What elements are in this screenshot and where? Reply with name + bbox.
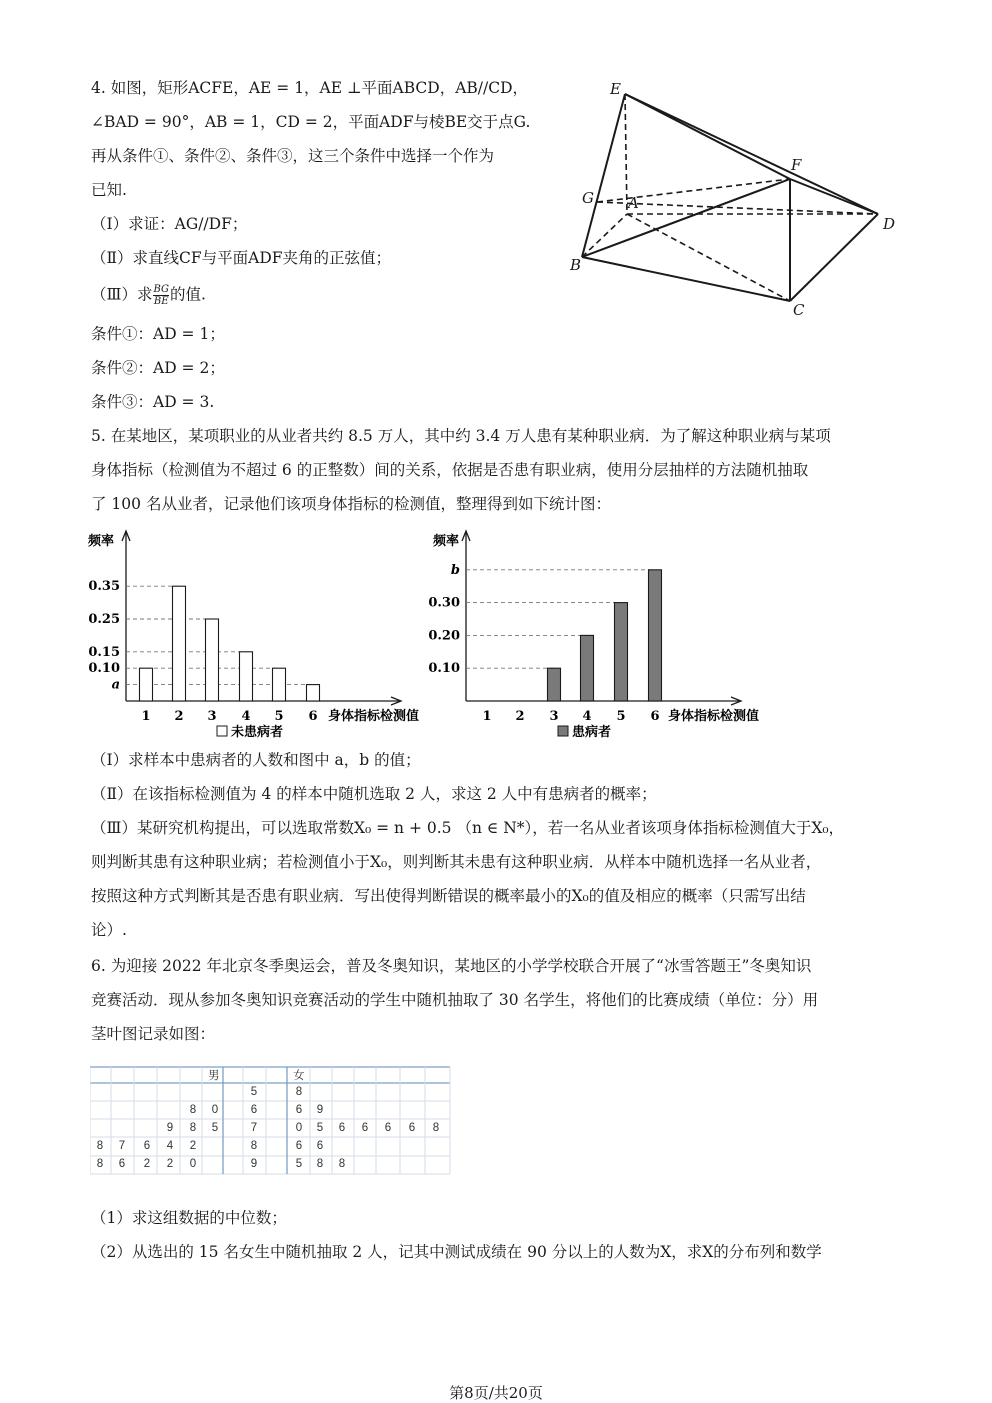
chart1-ytick-label: a: [111, 677, 120, 693]
chart1-xlabel: 身体指标检测值: [328, 709, 420, 724]
stem-leaf-female: 6: [295, 1140, 303, 1152]
chart2-xtick-label: 3: [549, 709, 559, 724]
q4-cond1: 条件①：AD = 1；: [91, 325, 225, 343]
q4-part3-fraction: [153, 284, 169, 307]
chart1-xtick-label: 2: [174, 709, 184, 724]
chart2-ytick-label: 0.30: [428, 595, 460, 611]
q5-part1: （Ⅰ）求样本中患病者的人数和图中 a，b 的值；: [91, 751, 421, 769]
stem-leaf-male: 2: [143, 1158, 151, 1170]
stem-leaf-female: 6: [338, 1122, 346, 1134]
vertex-label-d: D: [883, 215, 896, 233]
chart1-ytick-label: 0.10: [88, 661, 120, 677]
chart1-bar: [206, 619, 219, 701]
chart2-bar: [548, 668, 561, 701]
chart1-xtick-label: 6: [308, 709, 318, 724]
chart2-legend: [558, 724, 611, 740]
q5-line2: 身体指标（检测值为不超过 6 的正整数）间的关系，依据是否患有职业病，使用分层抽样的方法随机抽取: [91, 461, 809, 479]
stem-leaf-female: 0: [295, 1122, 303, 1134]
stem-leaf-male: 6: [143, 1140, 151, 1152]
q6-part1: （1）求这组数据的中位数；: [91, 1209, 287, 1227]
stem-leaf-female: 8: [316, 1158, 324, 1170]
chart2-bar: [615, 603, 628, 701]
chart1-legend: [217, 724, 283, 740]
stem-leaf-male: 9: [166, 1122, 174, 1134]
chart-non-patients: [80, 525, 450, 745]
q5-part3-line2: 则判断其患有这种职业病；若检测值小于X₀，则判断其未患有这种职业病．从样本中随机选择一名从业者，: [91, 853, 822, 871]
stem-leaf-male: 6: [118, 1158, 126, 1170]
vertex-label-g: G: [582, 189, 594, 207]
q4-part1: （Ⅰ）求证：AG//DF；: [91, 215, 248, 233]
q5-line1: 5. 在某地区，某项职业的从业者共约 8.5 万人，其中约 3.4 万人患有某种职业病．为了解这种职业病与某项: [91, 427, 831, 445]
chart1-xtick-label: 5: [274, 709, 284, 724]
stem-value: 8: [250, 1140, 258, 1152]
chart2-ytick-label: 0.20: [428, 628, 460, 644]
stem-value: 5: [250, 1086, 258, 1098]
stem-header-male: 男: [208, 1070, 220, 1082]
stem-leaf-male: 2: [166, 1158, 174, 1170]
stem-leaf-female: 8: [295, 1086, 303, 1098]
stem-leaf-plot: [90, 1064, 452, 1180]
chart1-ylabel: 频率: [88, 534, 115, 549]
vertex-label-c: C: [793, 301, 805, 319]
stem-leaf-female: 6: [384, 1122, 392, 1134]
chart2-xtick-label: 2: [515, 709, 525, 724]
q4-part2: （Ⅱ）求直线CF与平面ADF夹角的正弦值；: [91, 249, 392, 267]
chart2-ytick-label: b: [450, 562, 460, 578]
vertex-label-b: B: [570, 256, 582, 274]
chart2-ylabel: 频率: [433, 534, 460, 549]
chart1-bar: [273, 668, 286, 701]
q6-line2: 竞赛活动．现从参加冬奥知识竞赛活动的学生中随机抽取了 30 名学生，将他们的比赛成绩（单位：分）用: [91, 991, 819, 1009]
chart1-ytick-label: 0.35: [88, 579, 120, 595]
vertex-label-a: A: [628, 194, 639, 212]
chart2-xtick-label: 6: [650, 709, 660, 724]
chart1-bar: [240, 652, 253, 701]
q4-part3-suffix: 的值.: [169, 285, 206, 304]
stem-leaf-female: 9: [316, 1104, 324, 1116]
q4-cond2: 条件②：AD = 2；: [91, 359, 225, 377]
chart1-legend-swatch: [217, 726, 227, 736]
stem-leaf-female: 6: [408, 1122, 416, 1134]
chart1-bar: [307, 685, 320, 701]
q4-line2: ∠BAD = 90°，AB = 1，CD = 2，平面ADF与棱BE交于点G.: [91, 113, 531, 131]
chart2-xtick-label: 5: [616, 709, 626, 724]
chart1-xtick-label: 4: [241, 709, 251, 724]
stem-leaf-male: 5: [211, 1122, 219, 1134]
stem-value: 7: [250, 1122, 258, 1134]
q4-cond3: 条件③：AD = 3.: [91, 393, 215, 411]
q5-part3-line1: （Ⅲ）某研究机构提出，可以选取常数X₀ = n + 0.5 （n ∈ N*），若一名从业者该项身体指标检测值大于X₀，: [91, 819, 845, 837]
chart1-xtick-label: 1: [141, 709, 151, 724]
chart2-ytick-label: 0.10: [428, 661, 460, 677]
stem-leaf-male: 4: [166, 1140, 174, 1152]
stem-leaf-female: 5: [316, 1122, 324, 1134]
q4-part3: [91, 284, 206, 307]
stem-leaf-male: 8: [96, 1158, 104, 1170]
chart1-bar: [173, 586, 186, 701]
q4-fraction-numerator: BG: [153, 284, 169, 295]
stem-leaf-female: 6: [361, 1122, 369, 1134]
q5-part3-line3: 按照这种方式判断其是否患有职业病．写出使得判断错误的概率最小的X₀的值及相应的概率（只需写出结: [91, 887, 806, 905]
stem-leaf-male: 7: [118, 1140, 126, 1152]
stem-leaf-female: 6: [295, 1104, 303, 1116]
chart1-ytick-label: 0.25: [88, 612, 120, 627]
q5-part3-line4: 论）.: [91, 921, 127, 939]
stem-leaf-male: 0: [189, 1158, 197, 1170]
q4-geometry-figure: [560, 74, 910, 324]
stem-leaf-male: 8: [189, 1122, 197, 1134]
stem-leaf-male: 8: [189, 1104, 197, 1116]
chart2-xlabel: 身体指标检测值: [668, 709, 760, 724]
stem-value: 9: [250, 1158, 258, 1170]
vertex-label-e: E: [610, 80, 621, 98]
stem-leaf-female: 8: [338, 1158, 346, 1170]
chart2-legend-label: 患病者: [572, 725, 612, 740]
stem-leaf-male: 2: [189, 1140, 197, 1152]
q6-line1: 6. 为迎接 2022 年北京冬季奥运会，普及冬奥知识，某地区的小学学校联合开展了“冰雪答题王”冬奥知识: [91, 957, 812, 975]
chart2-xtick-label: 1: [482, 709, 492, 724]
q4-line3: 再从条件①、条件②、条件③，这三个条件中选择一个作为: [91, 147, 495, 165]
q4-line4: 已知.: [91, 181, 127, 199]
q6-part2: （2）从选出的 15 名女生中随机抽取 2 人，记其中测试成绩在 90 分以上的人数为X，求X的分布列和数学: [91, 1243, 822, 1261]
stem-leaf-female: 5: [295, 1158, 303, 1170]
chart2-xtick-label: 4: [582, 709, 592, 724]
chart-patients: [425, 525, 795, 745]
chart2-bar: [649, 570, 662, 701]
stem-leaf-male: 0: [211, 1104, 219, 1116]
page-footer: 第8页/共20页: [449, 1384, 543, 1402]
stem-header-female: 女: [293, 1070, 305, 1082]
stem-leaf-female: 6: [316, 1140, 324, 1152]
chart1-bar: [140, 668, 153, 701]
chart2-legend-swatch: [558, 726, 568, 736]
stem-leaf-female: 8: [432, 1122, 440, 1134]
vertex-label-f: F: [791, 156, 802, 174]
chart1-xtick-label: 3: [207, 709, 217, 724]
q4-part3-prefix: （Ⅲ）求: [91, 285, 153, 304]
chart2-bar: [581, 635, 594, 701]
stem-value: 6: [250, 1104, 258, 1116]
chart1-ytick-label: 0.15: [88, 644, 120, 660]
q5-line3: 了 100 名从业者，记录他们该项身体指标的检测值，整理得到如下统计图：: [91, 495, 611, 513]
q4-fraction-denominator: BE: [153, 296, 169, 307]
chart1-legend-label: 未患病者: [231, 725, 284, 740]
stem-leaf-male: 8: [96, 1140, 104, 1152]
q5-part2: （Ⅱ）在该指标检测值为 4 的样本中随机选取 2 人，求这 2 人中有患病者的概率；: [91, 785, 657, 803]
q4-line1: 4. 如图，矩形ACFE，AE = 1，AE ⊥平面ABCD，AB//CD，: [91, 79, 529, 97]
q6-line3: 茎叶图记录如图：: [91, 1025, 216, 1043]
